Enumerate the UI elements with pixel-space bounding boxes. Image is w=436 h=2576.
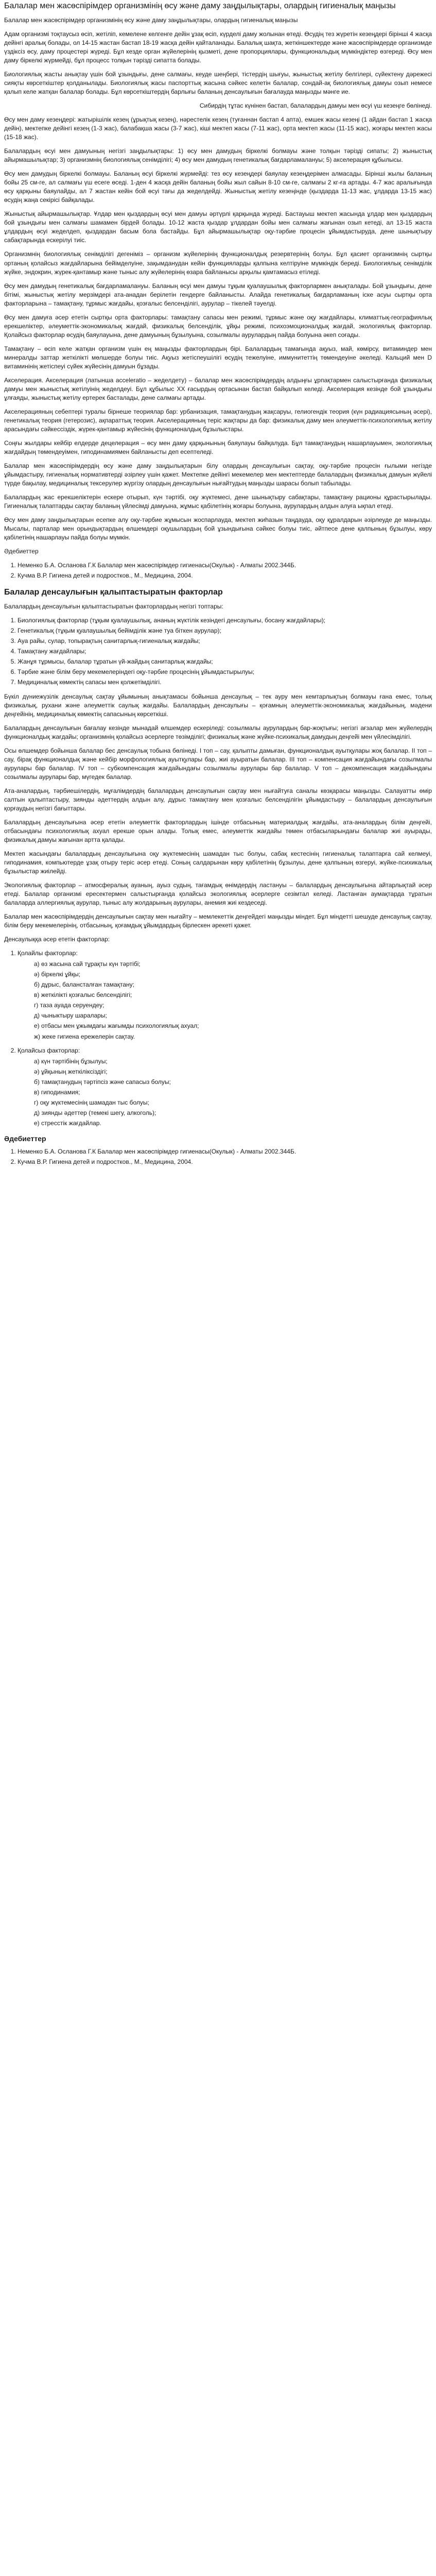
factor-group-title: Қолайсыз факторлар: [18, 1046, 80, 1054]
list-heading: Денсаулыққа әсер ететін факторлар: [4, 936, 110, 943]
section-1-body [4, 16, 432, 543]
section-2-intro: Балалардың денсаулығын қалыптастыратын факторлардың негізгі топтары: [4, 603, 223, 611]
paragraph: Балалардың өсуі мен дамуының негізгі заңдылықтары: 1) өсу мен дамудың біркелкі болмауы және толқын тәрізді сипаты; 2) жыныстық айырмашылықтар; 3) организмнің биологиялық сенімділігі; 4) өсу мен дамудың генетикалық бағдарламалануы; 5) акселерация құбылысы. [4, 147, 432, 164]
paragraph: Адам организмі тоқтаусыз өсіп, жетіліп, кемелене келгенге дейін ұзақ өсіп, күрделі даму жолынан өтеді. Өсудің тез жүретін кезеңдері бірінші 4 жасқа дейінгі аралық болады, ол 14-15 жастан бастап 18-19 жасқа дейін қайталанады. Балалық шақта, жеткіншектерде және жасөспірімдерде организмде үздіксіз өсу, даму процестері жүреді. Бұл кезде орган жүйелерінің қызметі, дене пропорциялары, функциональдық мүмкіндіктер өзгереді. Өсу мен даму біркелкі жүрмейді, бұл процесс толқын тәрізді сипатта болады. [4, 30, 432, 64]
paragraph: Организмнің биологиялық сенімділігі дегеніміз – организм жүйелерінің функционалдық резервтерінің болуы. Бұл қасиет организмнің сыртқы ортаның қолайсыз жағдайларына бейімделуіне, зақымданудан кейін функцияларды қалпына келтіруіне мүмкіндік береді. Биологиялық сенімділік жүйке, эндокрин, жүрек-қантамыр және тыныс алу жүйелерінің өзара байланысы арқылы қамтамасыз етіледі. [4, 250, 432, 276]
factor-subitem: д) зиянды әдеттер (темекі шегу, алкоголь); [34, 1109, 432, 1117]
section-2-title: Балалар денсаулығын қалыптастыратын факторлар [4, 588, 223, 597]
factor-subitem: в) жеткілікті қозғалыс белсенділігі; [34, 991, 432, 999]
factor-groups [4, 949, 432, 1128]
paragraph: Ата-аналардың, тәрбиешілердің, мұғалімдердің балалардың денсаулығын сақтау мен нығайтуға саналы көзқарасы маңызды. Салауатты өмір салтын қалыптастыру, зиянды әдеттердің алдын алу, дұрыс тамақтану мен қозғалыс белсенділігін ұйымдастыру – балалардың денсаулығын қорғаудың негізгі бағыттары. [4, 787, 432, 812]
bibliography-item: 1. Неменко Б.А. Осланова Г.К Балалар мен жасөспірімдер гигиенасы(Окулык) - Алматы 2002.344Б. [18, 561, 432, 570]
paragraph: Өсу мен даму кезеңдері: жатырішілік кезең (ұрықтық кезең), нәрестелік кезең (туғаннан бастап 4 апта), емшек жасы кезеңі (1 айдан бастап 1 жасқа дейін), мектепке дейінгі кезең (1-3 жас), балабақша жасы (3-7 жас), кіші мектеп жасы (7-11 жас), орта мектеп жасы (11-15 жас), жоғары мектеп жасы (15-18 жас). [4, 116, 432, 141]
factor-item: 2. Генетикалық (тұқым қуалаушылық бейімділік және туа біткен аурулар); [18, 626, 432, 635]
factor-group-title: Қолайлы факторлар: [18, 950, 78, 957]
paragraph: Балалардың денсаулығын бағалау кезінде мынадай өлшемдер ескеріледі: созылмалы аурулардың бар-жоқтығы; негізгі ағзалар мен жүйелердің функционалдық жағдайы; организмнің қолайсыз әсерлерге төзімділігі; физикалық және жүйке-психикалық дамудың деңгейі мен үйлесімділігі. [4, 724, 432, 740]
paragraph: Өсу мен даму заңдылықтарын есепке алу оқу-тәрбие жұмысын жоспарлауда, мектеп жиһазын таңдауда, оқу құралдарын әзірлеуде де маңызды. Мысалы, парталар мен орындықтардың өлшемдері оқушылардың бой ұзындығына сәйкес болуы тиіс, әйтпесе дене қалпының бұзылуы, көру қабілетінің нашарлауы пайда болуы мүмкін. [4, 516, 432, 541]
paragraph: Экологиялық факторлар – атмосфералық ауаның, ауыз судың, тағамдық өнімдердің ластануы – балалардың денсаулығына айтарлықтай әсер етеді. Балалар организмі ересектермен салыстырғанда қолайсыз экологиялық әсерлерге сезімтал келеді. Ластанған аумақтарда тұратын балаларда аллергиялық аурулар, тыныс алу жолдарының аурулары, анемия жиі кездеседі. [4, 882, 432, 907]
paragraph: Өсу мен дамуға әсер ететін сыртқы орта факторлары: тамақтану сапасы мен режимі, тұрмыс және оқу жағдайлары, климаттық-географиялық ерекшеліктер, әлеуметтік-экономикалық жағдай, физикалық белсенділік, ұйқы режимі, психоэмоционалдық жағдай, экологиялық факторлар. Қолайсыз факторлар өсудің баяулауына, дене дамуының бұзылуына, созылмалы аурулардың пайда болуына әкеп соғады. [4, 313, 432, 338]
factor-group [18, 1046, 432, 1128]
bibliography-item: 2. Кучма В.Р. Гигиена детей и подростков., М., Медицина, 2004. [18, 1158, 432, 1166]
bibliography-heading: Әдебиеттер [4, 548, 39, 555]
paragraph: Балалар мен жасөспірімдердің денсаулығын сақтау мен нығайту – мемлекеттік деңгейдегі маңызды міндет. Бұл міндетті шешуде денсаулық сақтау, білім беру мекемелерінің, отбасының, қоғамдық ұйымдардың бірлескен әрекеті қажет. [4, 913, 432, 929]
section-2-body [4, 602, 432, 1128]
paragraph: Тамақтану – өсіп келе жатқан организм үшін ең маңызды факторлардың бірі. Балалардың тамағында ақуыз, май, көмірсу, витаминдер мен минералды заттар жеткілікті мөлшерде болуы тиіс. Ақуыз жетіспеушілігі өсудің тежелуіне, иммунитеттің төмендеуіне әкеледі. Кальций мен D витаминінің жетіспеуі сүйек жүйесінің дамуын бұзады. [4, 345, 432, 370]
factor-subitem: е) стресстік жағдайлар. [34, 1119, 432, 1128]
paragraph: Өсу мен дамудың генетикалық бағдарламалануы. Баланың өсуі мен дамуы тұқым қуалаушылық факторлармен анықталады. Бой ұзындығы, дене бітімі, жыныстық жетілу мерзімдері ата-анадан берілетін гендерге байланысты. Алайда генетикалық бағдарламаның іске асуы сыртқы орта факторларына – тамақтану, тұрмыс жағдайы, қозғалыс белсенділігі, аурулар – тікелей тәуелді. [4, 282, 432, 307]
factor-list [4, 616, 432, 687]
bibliography-heading: Әдебиеттер [4, 1134, 46, 1143]
factor-item: 4. Тамақтану жағдайлары; [18, 647, 432, 656]
document [0, 0, 436, 1166]
factor-subitems [18, 960, 432, 1041]
factor-item: 3. Ауа райы, сулар, топырақтың санитарлық-гигиеналық жағдайы; [18, 637, 432, 646]
factor-subitem: а) күн тәртібінің бұзылуы; [34, 1057, 432, 1066]
paragraph: Акселерация. Акселерация (латынша acceleratio – жеделдету) – балалар мен жасөспірімдердің алдыңғы ұрпақтармен салыстырғанда физикалық дамуы мен жыныстық жетілуінің жеделдеуі. Бұл құбылыс ХХ ғасырдың ортасынан бастап байқалып келеді. Акселерация кезінде бой ұзындығы ұлғаяды, жыныстық жетілу ертерек басталады, дене салмағы артады. [4, 376, 432, 401]
factor-item: 1. Биологиялық факторлар (тұқым қуалаушылық, ананың жүктілік кезіндегі денсаулығы, босану жағдайлары); [18, 616, 432, 625]
bibliography-list [4, 561, 432, 580]
paragraph: Сибирдің тұтас күнінен бастап, балалардың дамуы мен өсуі үш кезеңге бөлінеді. [199, 102, 432, 110]
bibliography-list [4, 1147, 432, 1166]
factor-item: 7. Медициналық көмектің сапасы мен қолжетімділігі. [18, 678, 432, 687]
factor-item: 5. Жанұя тұрмысы, балалар тұратын үй-жайдың санитарлық жағдайы; [18, 657, 432, 666]
factor-subitem: ә) біркелкі ұйқы; [34, 970, 432, 979]
paragraph: Балалардың денсаулығына әсер ететін әлеуметтік факторлардың ішінде отбасының материалдық жағдайы, ата-аналардың білім деңгейі, отбасындағы психологиялық ахуал ерекше орын алады. Толық емес, әлеуметтік жағдайы төмен отбасыларындағы балалар жиі ауырады, физикалық дамуы жағынан артта қалады. [4, 818, 432, 843]
bibliography-2 [4, 1134, 432, 1166]
paragraph: Жыныстық айырмашылықтар. Ұлдар мен қыздардың өсуі мен дамуы әртүрлі қарқында жүреді. Бастауыш мектеп жасында ұлдар мен қыздардың бой ұзындығы мен салмағы шамамен бірдей болады. 10-12 жаста қыздар ұлдардан бойы мен салмағы жағынан озып кетеді, ал 13-15 жаста ұлдардың өсуі жеделдеп, қыздардан басым бола бастайды. Бұл айырмашылықтар оқу-тәрбие процесін ұйымдастыруда, дене шынықтыру сабақтарында ескерілуі тиіс. [4, 210, 432, 244]
factor-subitem: ә) ұйқының жеткіліксіздігі; [34, 1067, 432, 1076]
factor-subitem: г) оқу жүктемесінің шамадан тыс болуы; [34, 1098, 432, 1107]
factor-subitem: б) дұрыс, балансталған тамақтану; [34, 980, 432, 989]
factor-subitems [18, 1057, 432, 1128]
factor-subitem: в) гиподинамия; [34, 1088, 432, 1097]
paragraph: Балалар мен жасөспірімдердің өсу және даму заңдылықтарын білу олардың денсаулығын сақтау, оқу-тәрбие процесін ғылыми негізде ұйымдастыру, гигиеналық нормативтерді әзірлеу үшін қажет. Мектепке дейінгі мекемелер мен мектептерде балалардың физикалық дамуын жүйелі түрде бақылау, медициналық тексерулер жүргізу олардың денсаулығын нығайтудың маңызды шарасы болып табылады. [4, 462, 432, 487]
factor-item: 6. Тәрбие және білім беру мекемелеріндегі оқу-тәрбие процесінің ұйымдастырылуы; [18, 668, 432, 676]
paragraph: Биологиялық жасты анықтау үшін бой ұзындығы, дене салмағы, кеуде шеңбері, тістердің шығуы, жыныстық жетілу белгілері, сүйектену дәрежесі сияқты көрсеткіштер қолданылады. Биологиялық жасы паспорттық жасына сәйкес келетін балалар, сондай-ақ биологиялық дамуы озып немесе қалып келе жатқан балалар болады. Бұл көрсеткіштердің барлығы баланың денсаулығын бағалауда маңызды мәнге ие. [4, 70, 432, 96]
paragraph: Өсу мен дамудың біркелкі болмауы. Баланың өсуі біркелкі жүрмейді: тез өсу кезеңдері баяулау кезеңдерімен алмасады. Бірінші жылы баланың бойы 25 см-ге, ал салмағы үш есеге өседі. 1-ден 4 жасқа дейін баланың бойы жыл сайын 8-10 см-ге, салмағы 2 кг-ға артады. 4-7 жас аралығында өсу қарқыны баяулайды, ал 7 жастан кейін бой өсуі тағы да жеделдейді. Жыныстық жетілу кезеңінде (қыздарда 11-13 жас, ұлдарда 13-15 жас) өсудің жаңа секірісі байқалады. [4, 170, 432, 204]
factor-group [18, 949, 432, 1041]
factor-subitem: д) чыныктыру шаралары; [34, 1011, 432, 1020]
factor-subitem: г) таза ауада серуендеу; [34, 1001, 432, 1010]
paragraph: Осы өлшемдер бойынша балалар бес денсаулық тобына бөлінеді. І топ – сау, қалыпты дамыған, функционалдық ауытқулары жоқ балалар. ІІ топ – сау, бірақ функционалдық және кейбір морфологиялық ауытқулары бар, жиі ауыратын балалар. ІІІ топ – компенсация жағдайындағы созылмалы аурулары бар балалар. ІV топ – субкомпенсация жағдайындағы созылмалы аурулары бар балалар. V топ – декомпенсация жағдайындағы созылмалы аурулары бар, мүгедек балалар. [4, 747, 432, 781]
paragraph: Мектеп жасындағы балалардың денсаулығына оқу жүктемесінің шамадан тыс болуы, сабақ кестесінің гигиеналық талаптарға сай келмеуі, гиподинамия, компьютерде ұзақ отыру теріс әсер етеді. Соның салдарынан көру қабілетінің бұзылуы, дене қалпының өзгеруі, жүйке-психикалық бұзылыстар жиілейді. [4, 850, 432, 875]
factor-subitem: ж) жеке гигиена ережелерін сақтау. [34, 1032, 432, 1041]
paragraph: Соңғы жылдары кейбір елдерде децелерация – өсу мен даму қарқынының баяулауы байқалуда. Бұл тамақтанудың нашарлауымен, экологиялық жағдайдың төмендеуімен, гиподинамиямен байланысты деп есептеледі. [4, 439, 432, 456]
page-title: Балалар мен жасөспірімдер организмінің өсу және даму заңдылықтары, олардың гигиеналық маңызы [4, 2, 396, 10]
bibliography-item: 1. Неменко Б.А. Осланова Г.К Балалар мен жасөспірімдер гигиенасы(Окулык) - Алматы 2002.344Б. [18, 1147, 432, 1156]
paragraph: Балалардың жас ерекшеліктерін ескере отырып, күн тәртібі, оқу жүктемесі, дене шынықтыру сабақтары, тамақтану рационы құрастырылады. Гигиеналық талаптарды сақтау баланың үйлесімді дамуына, жұмыс қабілетінің жоғары болуына, аурулардың алдын алуға ықпал етеді. [4, 494, 432, 510]
paragraph: Бүкіл дүниежүзілік денсаулық сақтау ұйымының анықтамасы бойынша денсаулық – тек ауру мен кемтарлықтың болмауы ғана емес, толық физикалық, рухани және әлеуметтік саулық жағдайы. Балалардың денсаулығы – қоғамның әлеуметтік-экономикалық жағдайының, мәдени деңгейінің, медициналық көмектің сапасының көрсеткіші. [4, 692, 432, 718]
factor-subitem: а) өз жасына сай тұрақты күн тәртібі; [34, 960, 432, 969]
paragraph: Балалар мен жасөспірімдер организмінің өсу және даму заңдылықтары, олардың гигиеналық маңызы [4, 16, 298, 24]
factor-subitem: б) тамақтанудың тәртіпсіз және сапасыз болуы; [34, 1078, 432, 1087]
bibliography-item: 2. Кучма В.Р. Гигиена детей и подростков., М., Медицина, 2004. [18, 571, 432, 580]
bibliography [4, 547, 432, 580]
paragraph: Акселерацияның себептері туралы бірнеше теориялар бар: урбанизация, тамақтанудың жақсаруы, гелиогендік теория (күн радиациясының әсері), генетикалық теория (гетерозис), ақпараттық теория. Акселерацияның теріс жақтары да бар: физикалық даму мен әлеуметтік-психологиялық жетілу арасындағы сәйкессіздік, жүрек-қантамыр жүйесінің функционалдық бұзылыстары. [4, 408, 432, 433]
factor-subitem: е) отбасы мен ұжымдағы жағымды психологиялық ахуал; [34, 1022, 432, 1030]
